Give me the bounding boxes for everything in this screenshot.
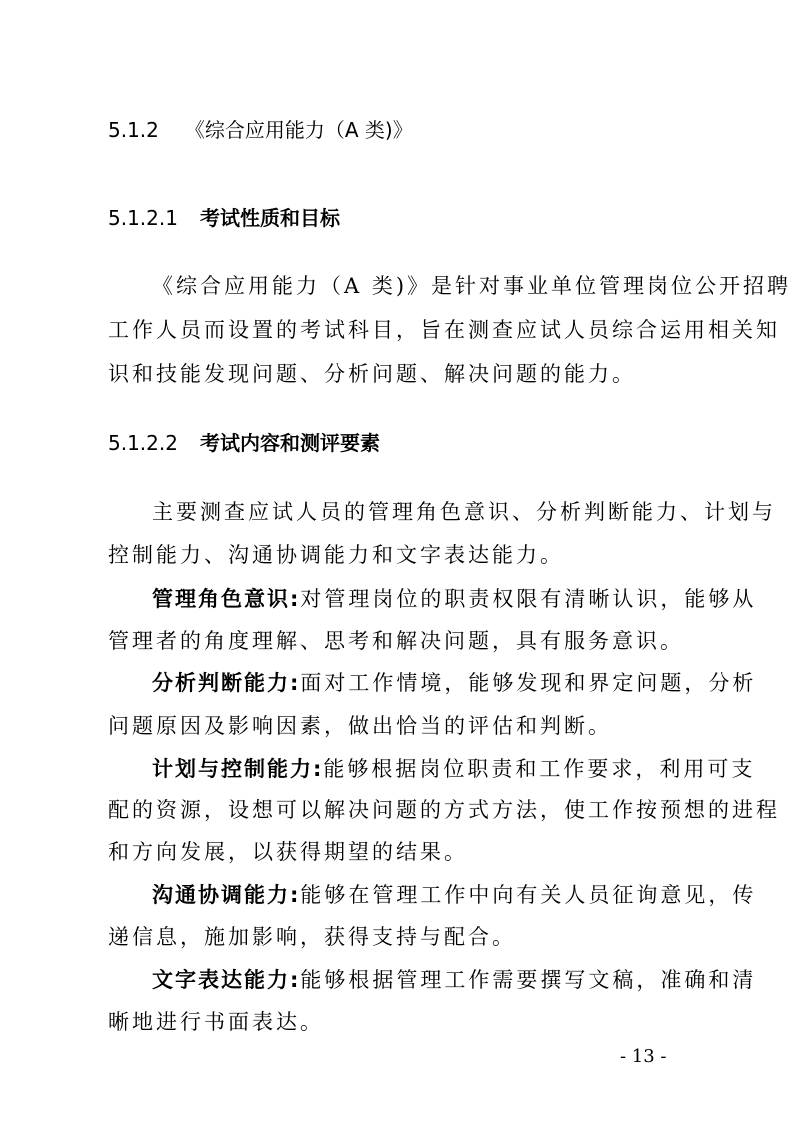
list-item: [108, 669, 757, 697]
paragraph-line: 管理者的角度理解、思考和解决问题，具有服务意识。: [108, 629, 684, 653]
list-item: [108, 966, 757, 994]
term-label: 沟通协调能力:: [152, 883, 301, 907]
subsection-heading-1: [108, 204, 720, 232]
section-heading: [108, 116, 720, 144]
paragraph-line: 工作人员而设置的考试科目，旨在测查应试人员综合运用相关知: [108, 318, 780, 342]
term-text: 能够在管理工作中向有关人员征询意见，传: [300, 883, 757, 907]
page-number: - 13 -: [620, 1046, 667, 1067]
paragraph-line: 识和技能发现问题、分析问题、解决问题的能力。: [108, 362, 636, 386]
paragraph-line: 控制能力、沟通协调能力和文字表达能力。: [108, 543, 564, 567]
term-label: 文字表达能力:: [152, 968, 301, 992]
list-item: [108, 755, 756, 783]
paragraph-line: 《综合应用能力（A 类)》是针对事业单位管理岗位公开招聘: [152, 274, 792, 298]
term-text: 面对工作情境，能够发现和界定问题，分析: [300, 671, 757, 695]
term-text: 能够根据管理工作需要撰写文稿，准确和清: [300, 968, 757, 992]
subsection-title: 考试性质和目标: [199, 206, 340, 230]
paragraph-line: 晰地进行书面表达。: [108, 1010, 324, 1034]
term-label: 管理角色意识:: [152, 587, 301, 611]
subsection-heading-2: [108, 429, 720, 457]
paragraph-line: 和方向发展，以获得期望的结果。: [108, 840, 468, 864]
paragraph-line: 递信息，施加影响，获得支持与配合。: [108, 925, 516, 949]
paragraph-line: 主要测查应试人员的管理角色意识、分析判断能力、计划与: [152, 500, 776, 524]
subsection-number: 5.1.2.1: [108, 206, 178, 230]
list-item: [108, 881, 757, 909]
term-label: 计划与控制能力:: [152, 757, 324, 781]
term-text: 能够根据岗位职责和工作要求，利用可支: [323, 757, 756, 781]
subsection-title: 考试内容和测评要素: [199, 431, 380, 455]
term-label: 分析判断能力:: [152, 671, 301, 695]
paragraph-line: 配的资源，设想可以解决问题的方式方法，使工作按预想的进程: [108, 798, 780, 822]
list-item: [108, 585, 757, 613]
subsection-number: 5.1.2.2: [108, 431, 178, 455]
term-text: 对管理岗位的职责权限有清晰认识，能够从: [300, 587, 757, 611]
section-number: 5.1.2: [108, 118, 159, 142]
section-title: 《综合应用能力（A 类)》: [184, 118, 413, 142]
paragraph-line: 问题原因及影响因素，做出恰当的评估和判断。: [108, 714, 612, 738]
